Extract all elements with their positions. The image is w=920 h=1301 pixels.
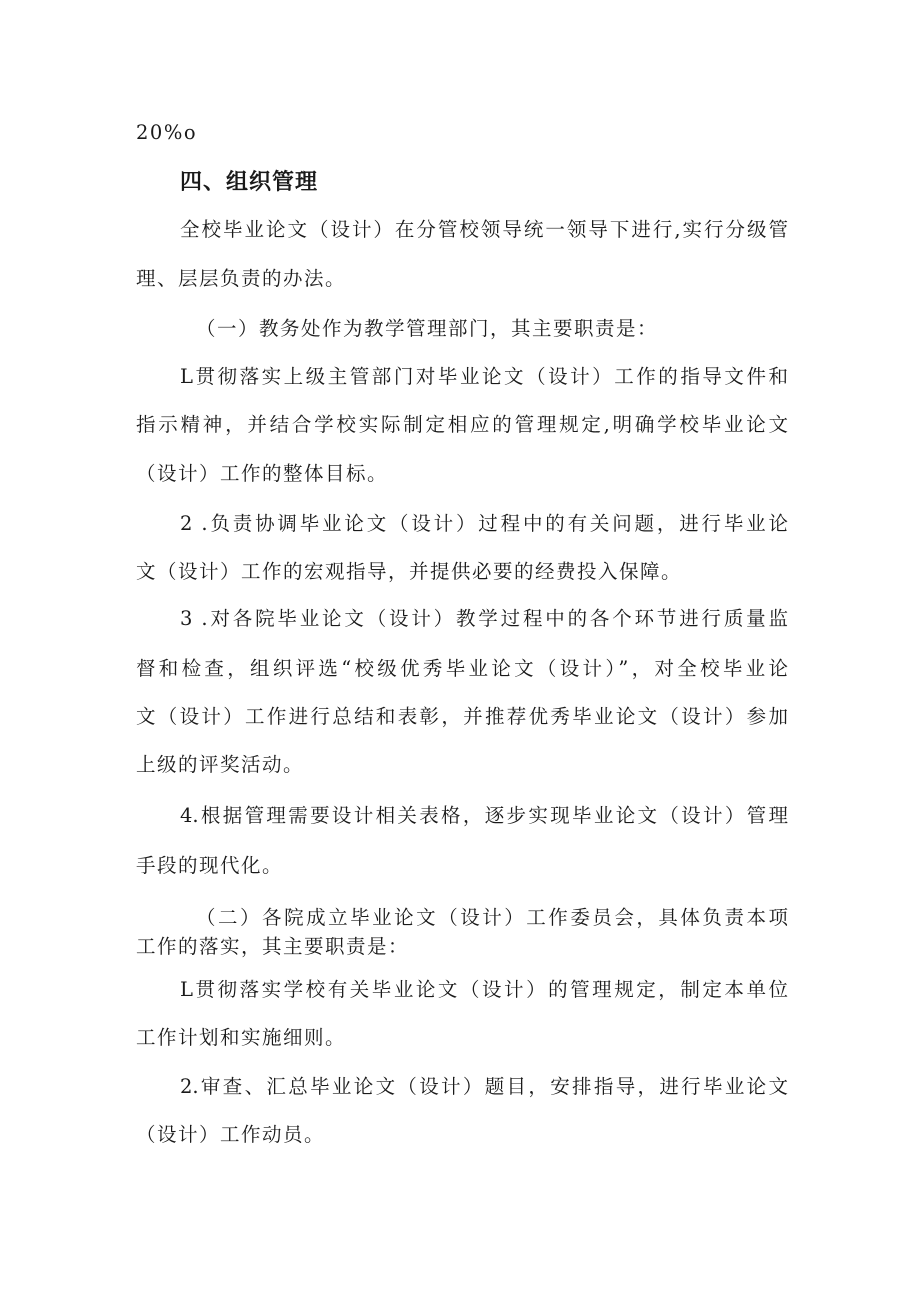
intro-line-1: 全校毕业论文（设计）在分管校领导统一领导下进行,实行分级管	[180, 218, 788, 241]
page-fragment-text: 20%o	[136, 121, 198, 144]
intro-line-2: 理、层层负责的办法。	[136, 267, 347, 290]
s1-item1-line-1: L贯彻落实上级主管部门对毕业论文（设计）工作的指导文件和	[180, 365, 788, 388]
s1-item1-line-2: 指示精神，并结合学校实际制定相应的管理规定,明确学校毕业论文	[136, 413, 788, 436]
s1-item2-line-1: 2 .负责协调毕业论文（设计）过程中的有关问题，进行毕业论	[180, 512, 788, 535]
s1-item3-line-2: 督和检查，组织评选“校级优秀毕业论文（设计）”，对全校毕业论	[136, 657, 788, 680]
s1-item1-line-3: （设计）工作的整体目标。	[136, 462, 389, 485]
s1-item3-line-1: 3 .对各院毕业论文（设计）教学过程中的各个环节进行质量监	[180, 607, 788, 630]
s1-item2-line-2: 文（设计）工作的宏观指导，并提供必要的经费投入保障。	[136, 560, 683, 583]
section-heading: 四、组织管理	[180, 170, 319, 195]
s1-item4-line-2: 手段的现代化。	[136, 854, 284, 877]
s2-item1-line-2: 工作计划和实施细则。	[136, 1026, 347, 1049]
s2-item1-line-1: L贯彻落实学校有关毕业论文（设计）的管理规定，制定本单位	[180, 978, 788, 1001]
subsection-1-title: （一）教务处作为教学管理部门，其主要职责是：	[196, 317, 659, 340]
s1-item4-line-1: 4.根据管理需要设计相关表格，逐步实现毕业论文（设计）管理	[180, 804, 788, 827]
s1-item3-line-3: 文（设计）工作进行总结和表彰，并推荐优秀毕业论文（设计）参加	[136, 705, 788, 728]
s2-item2-line-1: 2.审查、汇总毕业论文（设计）题目，安排指导，进行毕业论文	[180, 1075, 788, 1098]
s1-item3-line-4: 上级的评奖活动。	[136, 753, 305, 776]
s2-item2-line-2: （设计）工作动员。	[136, 1123, 326, 1146]
subsection-2-line-2: 工作的落实，其主要职责是：	[136, 935, 410, 958]
subsection-2-line-1: （二）各院成立毕业论文（设计）工作委员会，具体负责本项	[196, 906, 788, 929]
